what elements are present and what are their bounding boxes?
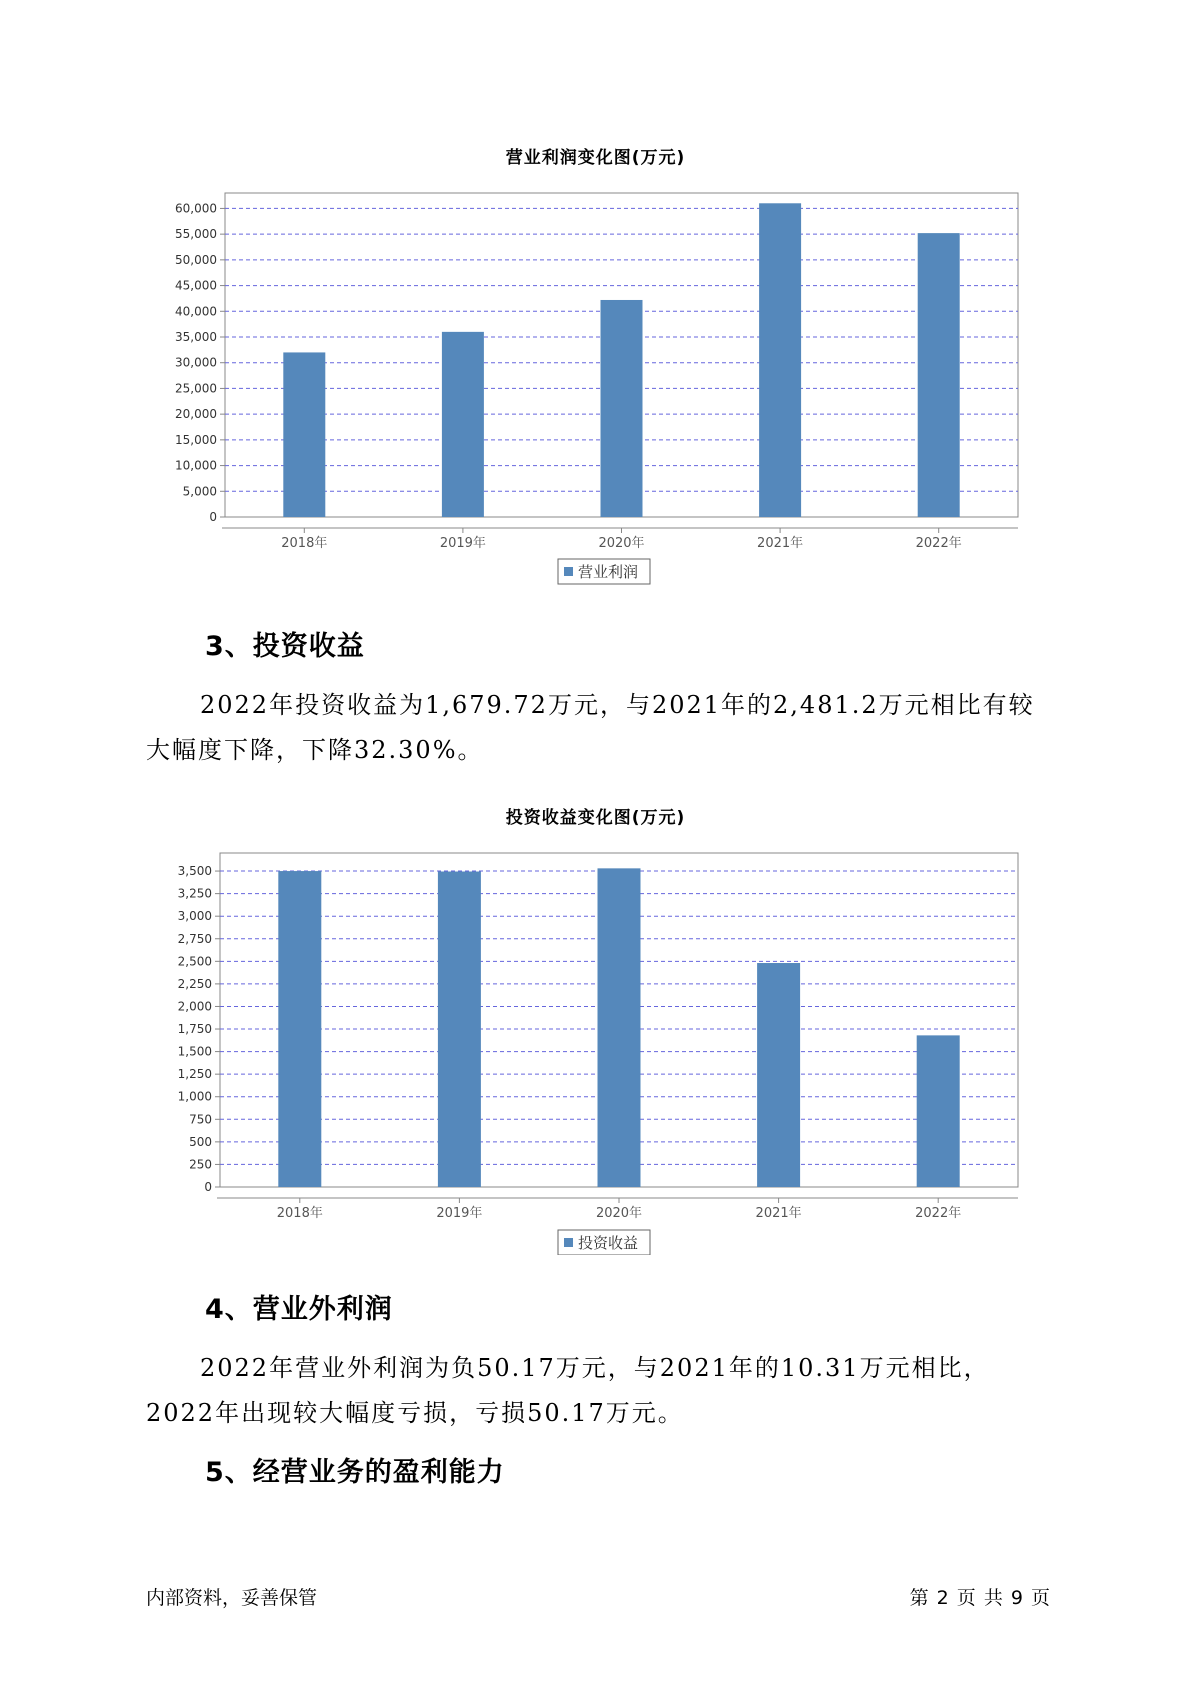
footer-page-number: 第 2 页 共 9 页 [909,1587,1051,1609]
section3-paragraph: 2022年投资收益为1,679.72万元，与2021年的2,481.2万元相比有较大幅度下降，下降32.30%。 [146,691,1035,764]
bar-2020年 [598,868,641,1187]
bar-2020年 [601,300,643,517]
chart2-title: 投资收益变化图(万元) [505,808,686,828]
y-tick-label: 1,750 [177,1022,212,1037]
x-tick-label: 2020年 [598,536,645,551]
x-tick-label: 2021年 [757,536,804,551]
x-tick-label: 2022年 [915,1206,962,1221]
y-tick-label: 10,000 [175,458,217,473]
investment-income-chart [0,845,1191,1255]
legend-label: 投资收益 [578,1234,639,1252]
x-tick-label: 2020年 [595,1206,643,1221]
y-tick-label: 55,000 [175,227,217,242]
y-tick-label: 45,000 [175,278,217,293]
y-tick-label: 0 [204,1180,212,1194]
y-tick-label: 0 [209,510,217,524]
x-tick-label: 2018年 [281,536,328,551]
bar-2018年 [283,352,325,517]
bar-2021年 [759,203,801,517]
y-tick-label: 35,000 [175,330,217,344]
legend-swatch [564,1238,573,1247]
legend-swatch [564,567,573,576]
section4-heading: 4、营业外利润 [205,1294,393,1325]
x-tick-label: 2022年 [915,536,962,551]
y-tick-label: 1,000 [177,1089,212,1104]
y-tick-label: 40,000 [175,304,217,319]
y-tick-label: 1,250 [177,1067,212,1082]
x-tick-label: 2018年 [276,1206,323,1221]
y-tick-label: 20,000 [175,407,217,422]
y-tick-label: 25,000 [175,381,217,396]
bar-2019年 [438,872,481,1187]
y-tick-label: 30,000 [175,355,217,370]
y-tick-label: 1,500 [177,1044,212,1059]
x-tick-label: 2021年 [755,1206,802,1221]
section3-heading: 3、投资收益 [205,631,365,662]
y-tick-label: 2,500 [177,954,212,969]
y-tick-label: 3,000 [177,909,212,924]
y-tick-label: 750 [189,1112,212,1127]
y-tick-label: 2,750 [177,931,212,946]
section4-paragraph: 2022年营业外利润为负50.17万元，与2021年的10.31万元相比，2022年出现较大幅度亏损，亏损50.17万元。 [146,1354,990,1427]
bar-2018年 [278,871,321,1187]
y-tick-label: 50,000 [175,252,217,267]
section5-heading: 5、经营业务的盈利能力 [205,1457,505,1488]
y-tick-label: 60,000 [175,201,217,216]
y-tick-label: 3,500 [177,864,212,879]
y-tick-label: 5,000 [182,484,217,499]
operating-profit-chart [0,185,1191,635]
bar-2021年 [757,963,800,1187]
y-tick-label: 2,250 [177,976,212,991]
chart1-title: 营业利润变化图(万元) [505,148,686,168]
y-tick-label: 15,000 [175,432,217,447]
legend-label: 营业利润 [578,563,639,581]
bar-2022年 [917,1035,960,1187]
y-tick-label: 3,250 [177,886,212,901]
y-tick-label: 250 [189,1157,212,1172]
x-tick-label: 2019年 [439,536,486,551]
bar-2019年 [442,332,484,517]
y-tick-label: 2,000 [177,999,212,1014]
y-tick-label: 500 [189,1134,212,1149]
bar-2022年 [918,233,960,517]
footer-confidential-note: 内部资料，妥善保管 [146,1587,318,1609]
x-tick-label: 2019年 [436,1206,483,1221]
